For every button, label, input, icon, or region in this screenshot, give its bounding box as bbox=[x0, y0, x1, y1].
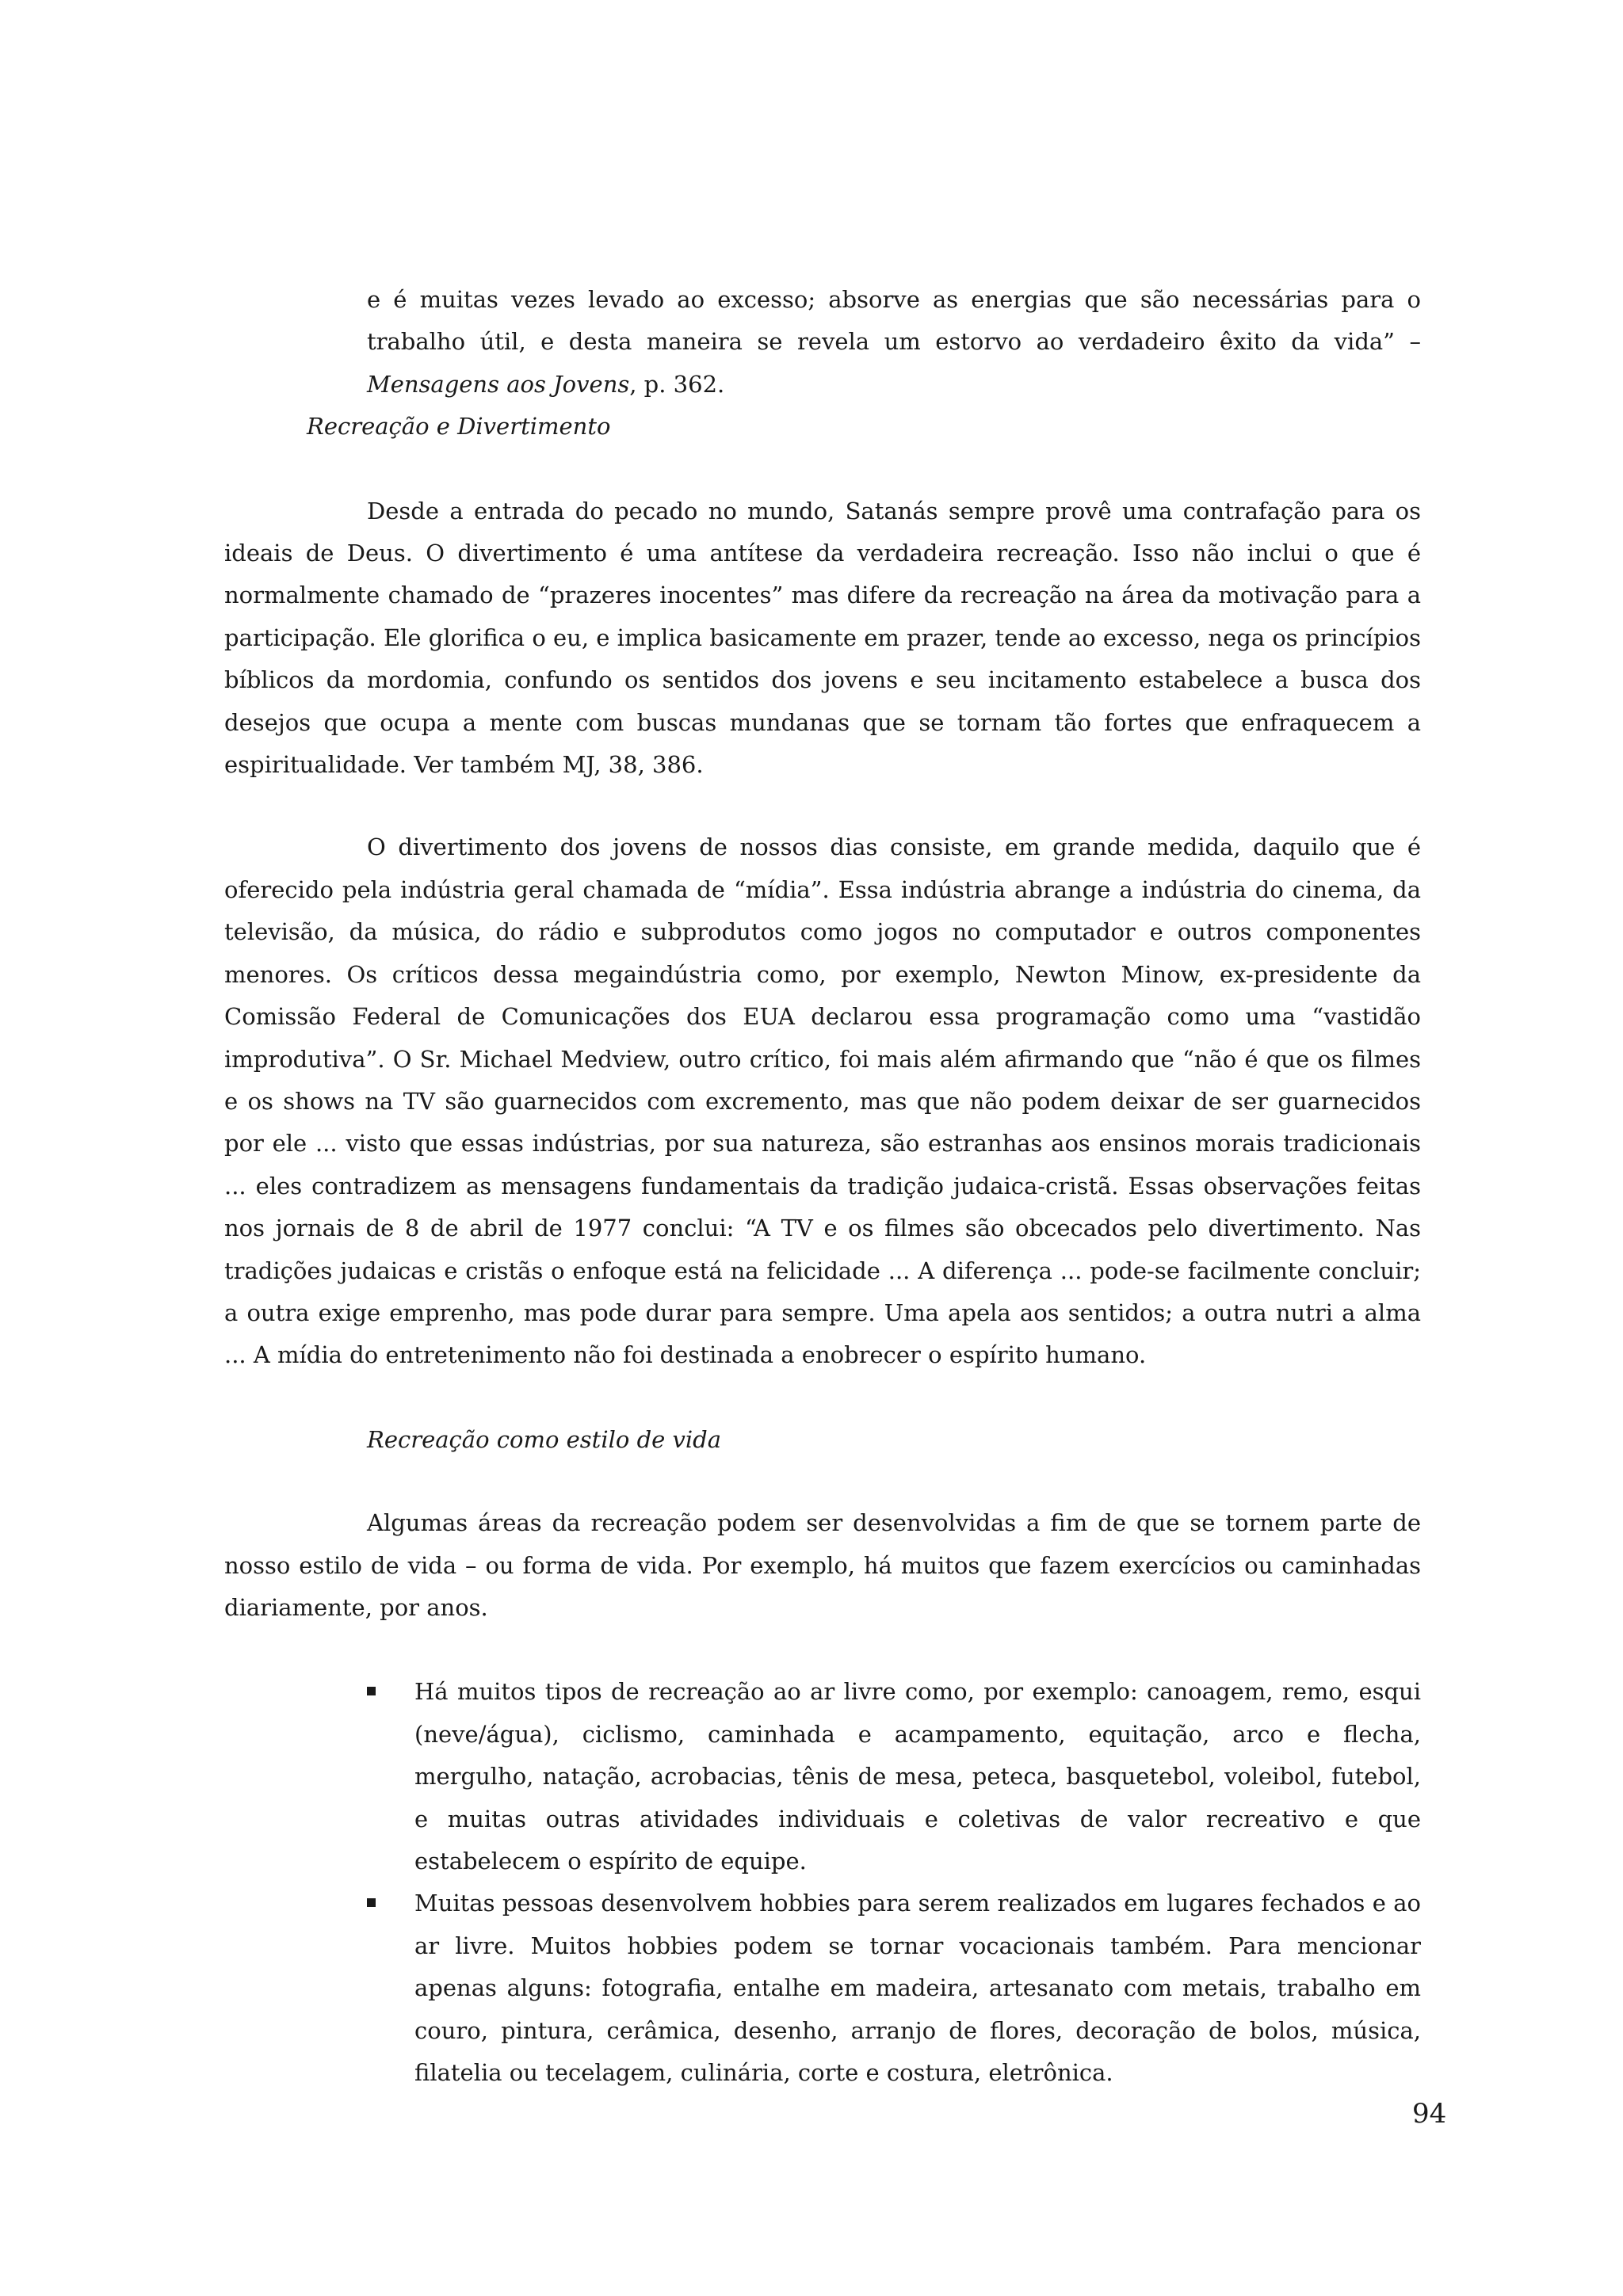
block-quote bbox=[367, 279, 1421, 406]
bullet-list bbox=[367, 1671, 1421, 2094]
spacer bbox=[224, 1629, 1421, 1671]
paragraph-counterfeit: Desde a entrada do pecado no mundo, Satanás sempre provê uma contrafação para os ideais de Deus. O divertimento é uma antítese da verdadeira recreação. Isso não inclui o que é normalmente chamado de “prazeres inocentes” mas difere da recreação na área da motivação para a participação. Ele glorifica o eu, e implica basicamente em prazer, tende ao excesso, nega os princípios bíblicos da mordomia, confundo os sentidos dos jovens e seu incitamento estabelece a busca dos desejos que ocupa a mente com buscas mundanas que se tornam tão fortes que enfraquecem a espiritualidade. Ver também MJ, 38, 386. bbox=[224, 497, 1421, 779]
spacer bbox=[224, 448, 1421, 490]
spacer bbox=[224, 786, 1421, 826]
square-bullet-icon bbox=[367, 1898, 376, 1907]
page-content bbox=[224, 279, 1421, 2094]
spacer bbox=[224, 1377, 1421, 1419]
quote-source-page: , p. 362. bbox=[629, 370, 725, 398]
spacer bbox=[224, 1461, 1421, 1502]
list-item-text: Há muitos tipos de recreação ao ar livre como, por exemplo: canoagem, remo, esqui (neve/água), ciclismo, caminhada e acampamento, equitação, arco e flecha, mergulho, natação, acrobacias, tênis de mesa, peteca, basquetebol, voleibol, futebol, e muitas outras atividades individuais e coletivas de valor recreativo e que estabelecem o espírito de equipe. bbox=[414, 1678, 1421, 1875]
quote-source-title: Mensagens aos Jovens bbox=[367, 370, 630, 398]
quote-text: e é muitas vezes levado ao excesso; absorve as energias que são necessárias para o trabalho útil, e desta maneira se revela um estorvo ao verdadeiro êxito da vida” – bbox=[367, 286, 1421, 356]
list-item-text: Muitas pessoas desenvolvem hobbies para serem realizados em lugares fechados e ao ar livre. Muitos hobbies podem se tornar vocacionais também. Para mencionar apenas alguns: fotografia, entalhe em madeira, artesanato com metais, trabalho em couro, pintura, cerâmica, desenho, arranjo de flores, decoração de bolos, música, filatelia ou tecelagem, culinária, corte e costura, eletrônica. bbox=[414, 1890, 1421, 2087]
section-heading-recreation-entertainment: Recreação e Divertimento bbox=[307, 413, 611, 441]
list-item bbox=[367, 1882, 1421, 2094]
page-number: 94 bbox=[1412, 2098, 1447, 2130]
paragraph-media: O divertimento dos jovens de nossos dias consiste, em grande medida, daquilo que é oferecido pela indústria geral chamada de “mídia”. Essa indústria abrange a indústria do cinema, da televisão, da música, do rádio e subprodutos como jogos no computador e outros componentes menores. Os críticos dessa megaindústria como, por exemplo, Newton Minow, ex-presidente da Comissão Federal de Comunicações dos EUA declarou essa programação como uma “vastidão improdutiva”. O Sr. Michael Medview, outro crítico, foi mais além afirmando que “não é que os filmes e os shows na TV são guarnecidos com excremento, mas que não podem deixar de ser guarnecidos por ele ... visto que essas indústrias, por sua natureza, são estranhas aos ensinos morais tradicionais ... eles contradizem as mensagens fundamentais da tradição judaica-cristã. Essas observações feitas nos jornais de 8 de abril de 1977 conclui: “A TV e os filmes são obcecados pelo divertimento. Nas tradições judaicas e cristãs o enfoque está na felicidade ... A diferença ... pode-se facilmente concluir; a outra exige emprenho, mas pode durar para sempre. Uma apela aos sentidos; a outra nutri a alma ... A mídia do entretenimento não foi destinada a enobrecer o espírito humano. bbox=[224, 833, 1421, 1369]
paragraph-lifestyle: Algumas áreas da recreação podem ser desenvolvidas a fim de que se tornem parte de nosso estilo de vida – ou forma de vida. Por exemplo, há muitos que fazem exercícios ou caminhadas diariamente, por anos. bbox=[224, 1509, 1421, 1621]
square-bullet-icon bbox=[367, 1687, 376, 1695]
list-item bbox=[367, 1671, 1421, 1882]
section-heading-lifestyle: Recreação como estilo de vida bbox=[367, 1425, 722, 1453]
